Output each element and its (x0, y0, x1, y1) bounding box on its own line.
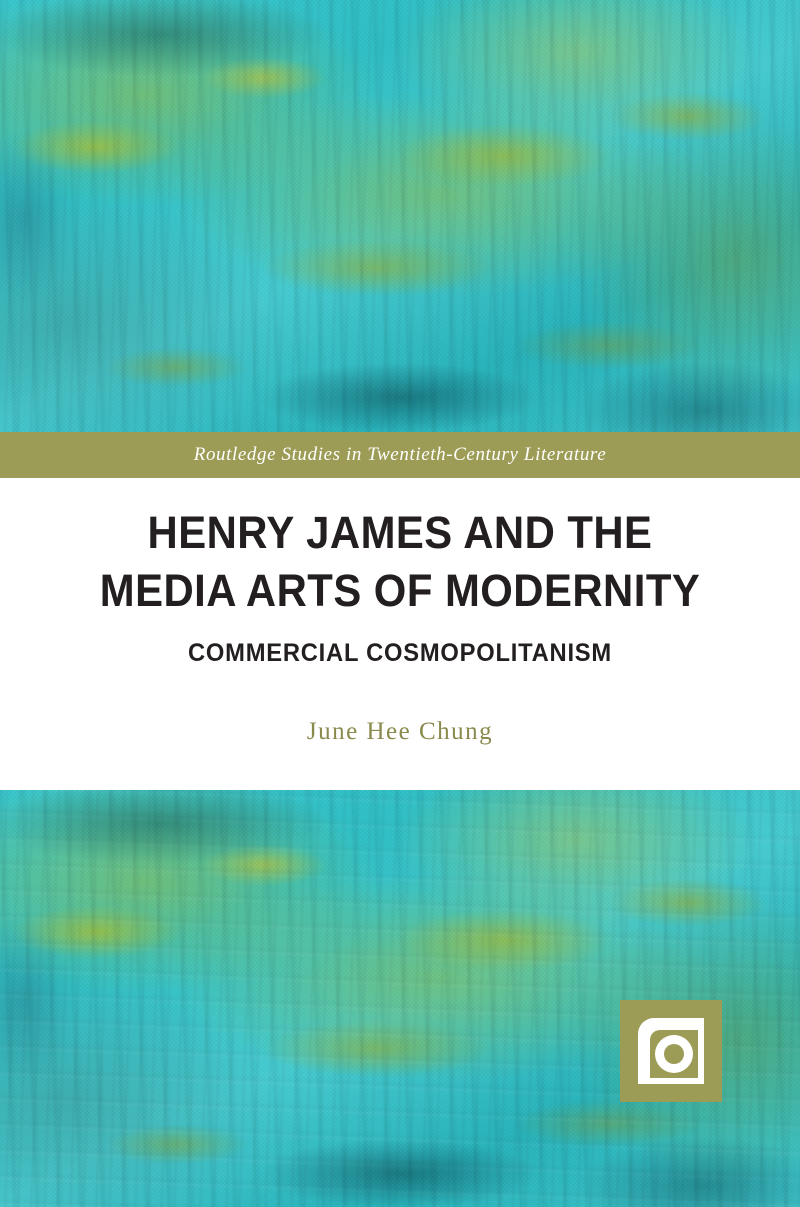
series-title: Routledge Studies in Twentieth-Century Literature (193, 444, 607, 465)
series-band (0, 432, 800, 478)
title-panel (0, 478, 800, 790)
routledge-logo-icon (634, 1014, 708, 1088)
cover-artwork-top (0, 0, 800, 432)
artwork-grain-bottom (0, 790, 800, 1207)
book-author: June Hee Chung (306, 718, 494, 746)
artwork-grain-top (0, 0, 800, 432)
cover-artwork-bottom (0, 790, 800, 1207)
book-title: HENRY JAMES AND THE MEDIA ARTS OF MODERNITY (99, 507, 701, 616)
book-subtitle: COMMERCIAL COSMOPOLITANISM (188, 639, 612, 668)
publisher-logo (620, 1000, 722, 1102)
